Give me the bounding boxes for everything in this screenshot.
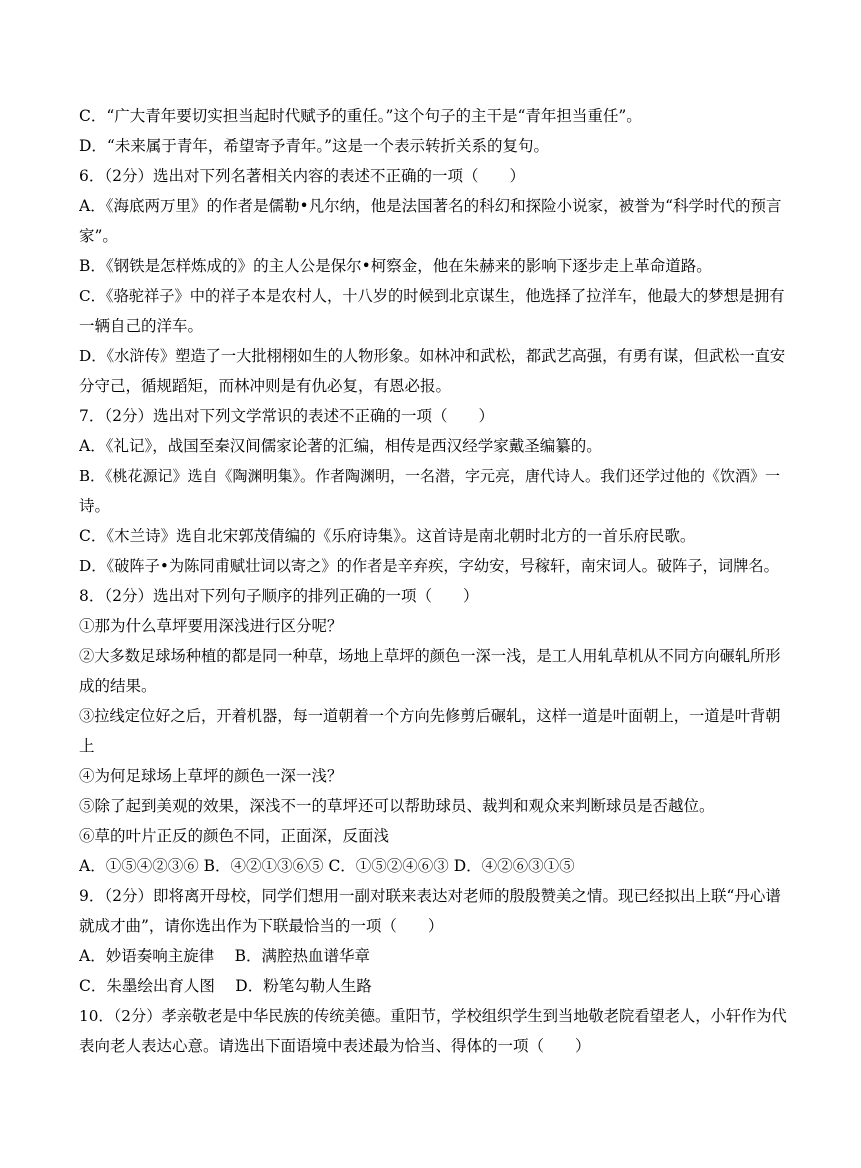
text-line: B．《桃花源记》选自《陶渊明集》。作者陶渊明，一名潜，字元亮，唐代诗人。我们还学过他的《饮酒》一 (79, 467, 781, 485)
sentence-2: ②大多数足球场种植的都是同一种草，场地上草坪的颜色一深一浅，是工人用轧草机从不同方向碾轧所形 (79, 647, 781, 665)
sentence-6: ⑥草的叶片正反的颜色不同，正面深，反面浅 (79, 827, 390, 845)
text-line: 家”。 (79, 227, 118, 245)
text-line: 上 (79, 737, 95, 755)
text-line: D．《破阵子•为陈同甫赋壮词以寄之》的作者是辛弃疾，字幼安，号稼轩，南宋词人。破阵子，词牌名。 (79, 557, 779, 575)
text-line: A．《礼记》，战国至秦汉间儒家论著的汇编，相传是西汉经学家戴圣编纂的。 (79, 437, 602, 455)
text-line: C．“广大青年要切实担当起时代赋予的重任。”这个句子的主干是“青年担当重任”。 (79, 107, 642, 125)
question-10-stem: 10．（2分）孝亲敬老是中华民族的传统美德。重阳节，学校组织学生到当地敬老院看望老人，小轩作为代 (79, 1007, 787, 1025)
question-8-options: A．①⑤④②③⑥ B．④②①③⑥⑤ C．①⑤②④⑥③ D．④②⑥③①⑤ (79, 857, 575, 875)
text-line: C．《木兰诗》选自北宋郭茂倩编的《乐府诗集》。这首诗是南北朝时北方的一首乐府民歌。 (79, 527, 696, 545)
text-line: 诗。 (79, 497, 111, 515)
sentence-4: ④为何足球场上草坪的颜色一深一浅？ (79, 767, 343, 785)
question-8-stem: 8．（2分）选出对下列句子顺序的排列正确的一项（ ） (79, 587, 479, 605)
question-9-stem: 9．（2分）即将离开母校，同学们想用一副对联来表达对老师的殷殷赞美之情。现已经拟出上联“丹心谱 (79, 887, 781, 905)
text-line: 一辆自己的洋车。 (79, 317, 204, 335)
text-line: D．《水浒传》塑造了一大批栩栩如生的人物形象。如林冲和武松，都武艺高强，有勇有谋，但武松一直安 (79, 347, 786, 365)
question-9-options-ab: A．妙语奏响主旋律 B．满腔热血谱华章 (79, 947, 371, 965)
text-line: 成的结果。 (79, 677, 157, 695)
sentence-1: ①那为什么草坪要用深浅进行区分呢？ (79, 617, 343, 635)
document-page (79, 101, 789, 1061)
text-line: B．《钢铁是怎样炼成的》的主人公是保尔•柯察金，他在朱赫来的影响下逐步走上革命道路。 (79, 257, 712, 275)
text-line: 就成才曲”，请你选出作为下联最恰当的一项（ ） (79, 917, 444, 935)
sentence-5: ⑤除了起到美观的效果，深浅不一的草坪还可以帮助球员、裁判和观众来判断球员是否越位。 (79, 797, 715, 815)
question-7-stem: 7．（2分）选出对下列文学常识的表述不正确的一项（ ） (79, 407, 494, 425)
text-line: C．《骆驼祥子》中的祥子本是农村人，十八岁的时候到北京谋生，他选择了拉洋车，他最大的梦想是拥有 (79, 287, 785, 305)
text-line: 表向老人表达心意。请选出下面语境中表述最为恰当、得体的一项（ ） (79, 1037, 591, 1055)
text-line: A．《海底两万里》的作者是儒勒•凡尔纳，他是法国著名的科幻和探险小说家，被誉为“科学时代的预言 (79, 197, 782, 215)
question-6-stem: 6．（2分）选出对下列名著相关内容的表述不正确的一项（ ） (79, 167, 525, 185)
sentence-3: ③拉线定位好之后，开着机器，每一道朝着一个方向先修剪后碾轧，这样一道是叶面朝上，一道是叶背朝 (79, 707, 781, 725)
text-line: D．“未来属于青年，希望寄予青年。”这是一个表示转折关系的复句。 (79, 137, 550, 155)
question-9-options-cd: C．朱墨绘出育人图 D．粉笔勾勒人生路 (79, 977, 372, 995)
text-line: 分守己，循规蹈矩，而林冲则是有仇必复，有恩必报。 (79, 377, 452, 395)
